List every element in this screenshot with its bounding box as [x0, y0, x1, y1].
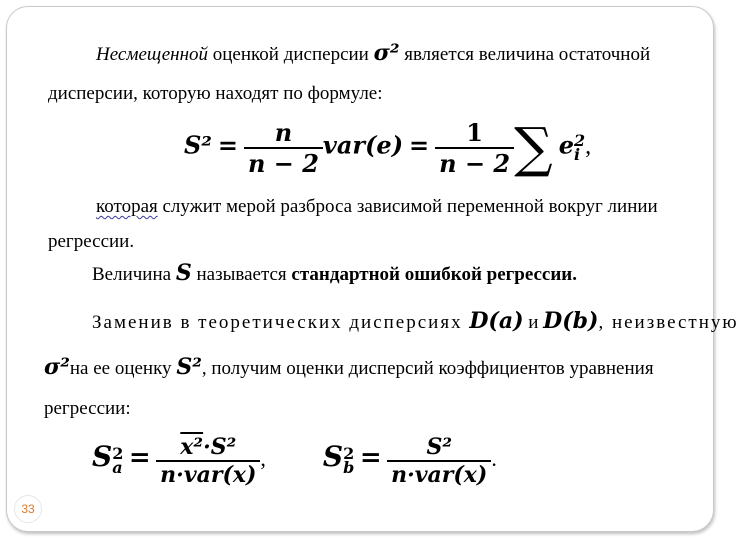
line5-text-a: Величина	[92, 264, 176, 285]
formula1-trail: ,	[585, 133, 592, 160]
d-a: D(a)	[469, 308, 524, 334]
text-line-4: регрессии.	[48, 231, 135, 252]
formula2-num-rest: ·S²	[203, 434, 237, 460]
line6-text-a: Заменив в теоретических дисперсиях	[92, 312, 470, 333]
text-line-1	[96, 40, 650, 66]
formula2-frac-b	[387, 434, 491, 488]
formula1-frac1-num: n	[244, 118, 323, 149]
line1-text-b: является величина остаточной	[399, 44, 651, 65]
line3-rest: служит мерой разброса зависимой переменной вокруг линии	[157, 196, 658, 217]
formula2-eq: =	[128, 443, 151, 474]
line5-text-b: называется	[191, 264, 292, 285]
text-line-8: регрессии:	[44, 398, 131, 419]
formula1-eq1: =	[217, 130, 238, 160]
s-squared: S²	[176, 354, 202, 380]
slide-number-badge: 33	[14, 495, 42, 523]
formula2-frac-a-num	[156, 434, 260, 462]
var-s: S	[175, 260, 192, 286]
formula1-var-e: var(e)	[322, 130, 404, 160]
line7-text-b: , получим оценки дисперсий коэффициентов уравнения	[201, 358, 654, 379]
summation-sign: ∑	[514, 116, 553, 179]
word-which: которая	[96, 196, 158, 217]
sb-sup: 2	[343, 443, 355, 463]
formula2-frac-a-den: n·var(x)	[160, 462, 257, 488]
formula2-frac-b-den: n·var(x)	[391, 462, 488, 488]
sa-sub: a	[112, 458, 123, 477]
formula2-eq2: =	[359, 443, 382, 474]
formula1-term-sub: i	[573, 145, 581, 164]
x-squared-mean: x²	[180, 434, 204, 460]
formula2-comma: ,	[260, 446, 266, 472]
word-unbiased: Несмещенной	[96, 44, 208, 65]
formula2-frac-a	[156, 434, 260, 488]
sa-base: S	[92, 440, 113, 474]
line6-text-b: , неизвестную	[598, 312, 739, 333]
sb-sub: b	[343, 458, 355, 477]
line1-text-a: оценкой дисперсии	[208, 44, 374, 65]
text-line-7	[44, 354, 654, 380]
sa-sup: 2	[112, 443, 124, 463]
sigma-squared-2: σ²	[44, 354, 70, 380]
formula1-frac1-den: n − 2	[247, 149, 319, 178]
sb-base: S	[322, 440, 344, 474]
formula1-frac2-den: n − 2	[439, 149, 511, 178]
formula2-frac-b-num: S²	[387, 434, 491, 462]
d-b: D(b)	[543, 308, 599, 334]
text-line-2: дисперсии, которую находят по формуле:	[48, 83, 383, 104]
formula2-period: .	[491, 446, 497, 472]
formula1-term: e	[558, 130, 574, 160]
text-line-6	[92, 308, 739, 334]
formula1-frac1	[244, 118, 323, 178]
formula-residual-variance	[184, 118, 591, 178]
formula1-eq2: =	[409, 130, 430, 160]
sigma-squared: σ²	[373, 40, 400, 66]
line7-text-a: на ее оценку	[69, 358, 177, 379]
text-line-5	[92, 260, 577, 286]
standard-error-term: стандартной ошибкой регрессии.	[291, 264, 578, 285]
formula1-frac2-num: 1	[435, 118, 514, 149]
formula-coefficient-variances	[92, 434, 497, 488]
formula1-lhs: S²	[184, 130, 212, 160]
text-line-3	[96, 196, 658, 218]
line6-text-and: и	[523, 312, 544, 333]
formula1-frac2	[435, 118, 514, 178]
formula1-term-sup: 2	[573, 130, 586, 150]
